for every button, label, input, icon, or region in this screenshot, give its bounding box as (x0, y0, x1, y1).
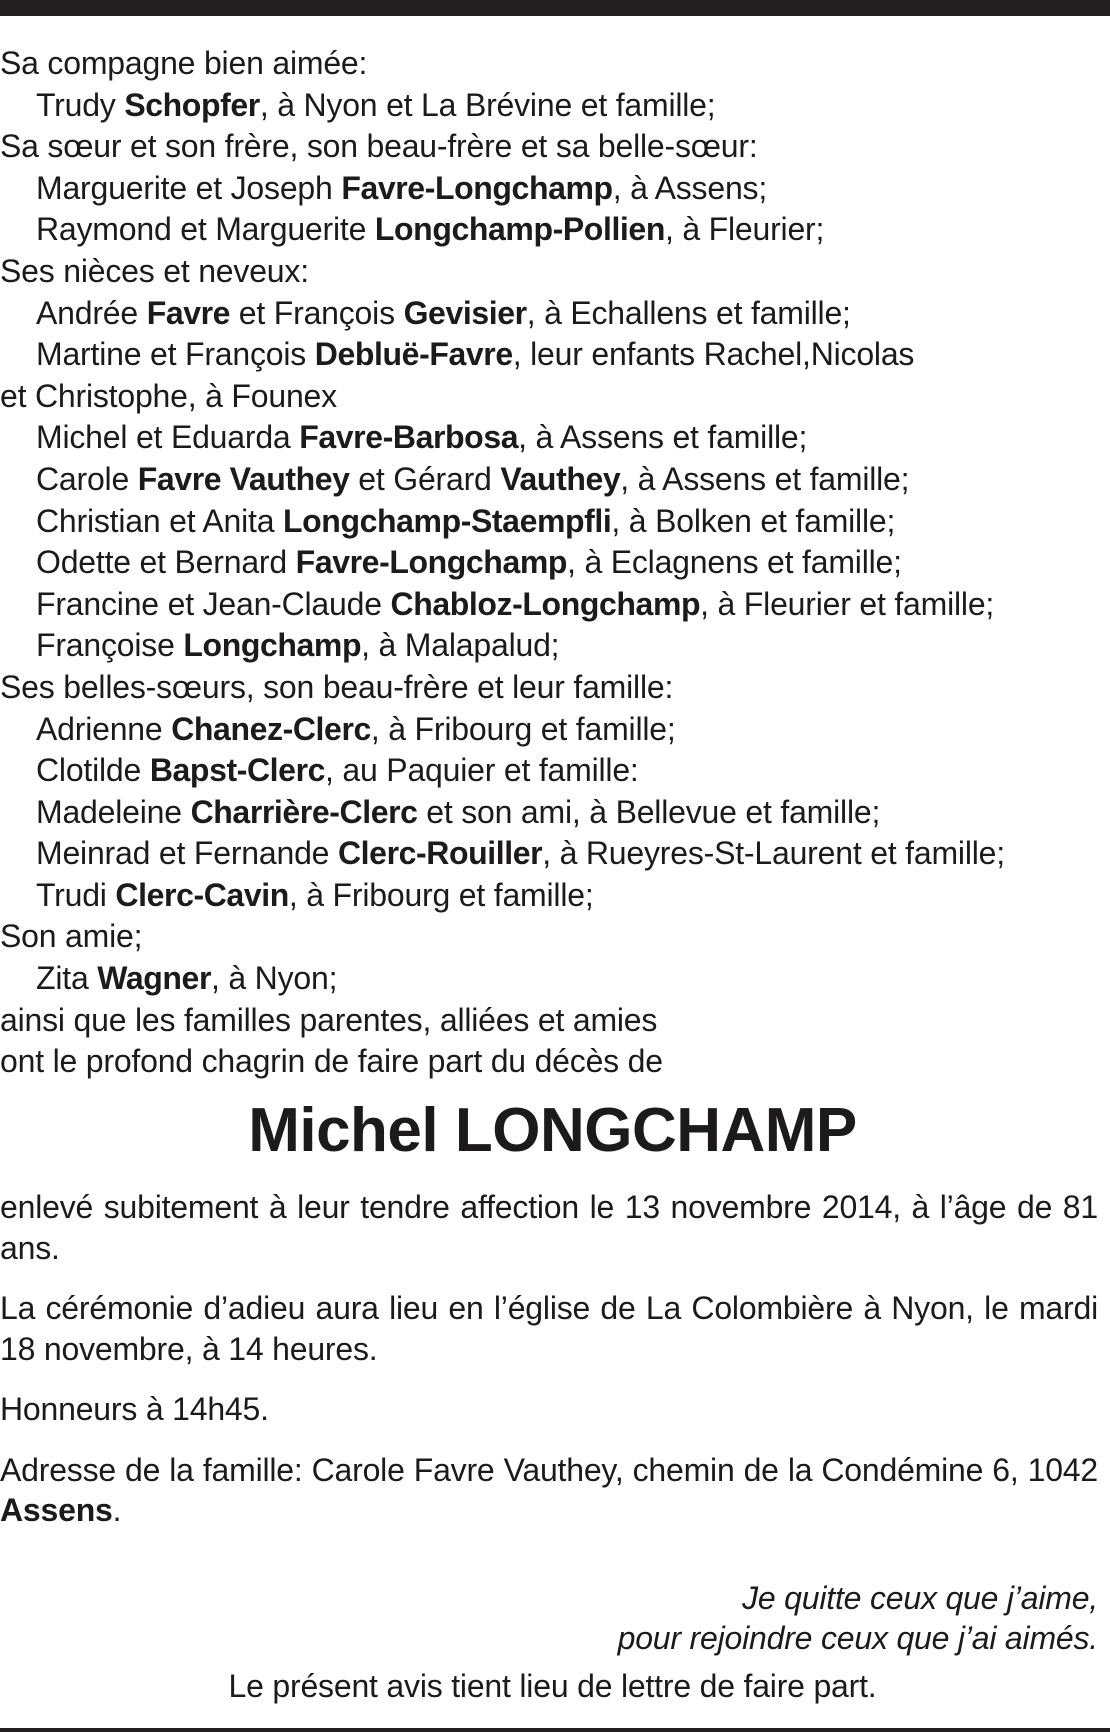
relative-entry (0, 584, 1105, 626)
text-run: Trudi (36, 876, 116, 913)
text-run: Marguerite et Joseph (36, 169, 342, 206)
text-run: , à Rueyres-St-Laurent et famille; (542, 835, 1005, 872)
text-run: ainsi que les familles parentes, alliées et amies (0, 1001, 658, 1038)
text-run: Sa compagne bien aimée: (0, 45, 368, 81)
family-name: Gevisier (403, 294, 527, 331)
info-paragraph (0, 1450, 1098, 1531)
relative-entry (0, 958, 1105, 1000)
text-run: et Gérard (349, 460, 501, 497)
text-run: Son amie; (0, 918, 143, 955)
text-run: enlevé subitement à leur tendre affection le 13 novembre 2014, à l’âge de 81 ans. (0, 1189, 1098, 1266)
info-paragraph (0, 1389, 1098, 1430)
family-name: Wagner (97, 960, 212, 997)
family-name: Longchamp-Pollien (374, 211, 665, 248)
relative-entry (0, 168, 1105, 210)
relative-entry (0, 459, 1105, 501)
announcement-body (0, 1187, 1098, 1551)
relative-entry (0, 833, 1105, 875)
text-run: Ses belles-sœurs, son beau-frère et leur famille: (0, 668, 674, 705)
text-run: Trudy (36, 86, 125, 123)
closing-notice: Le présent avis tient lieu de lettre de faire part. (228, 1668, 877, 1704)
family-name: Favre (146, 294, 231, 331)
top-rule (0, 0, 1110, 16)
deceased-name: Michel LONGCHAMP (248, 1096, 857, 1165)
text-run: Françoise (36, 627, 184, 664)
text-run: Ses nièces et neveux: (0, 252, 309, 289)
text-run: Madeleine (36, 793, 191, 830)
family-name: Longchamp (183, 627, 362, 664)
text-run: , à Fleurier; (664, 211, 825, 248)
text-run: , à Fribourg et famille; (370, 710, 676, 747)
section-heading (0, 1000, 1105, 1042)
section-heading (0, 376, 1105, 418)
family-name: Bapst-Clerc (149, 752, 326, 789)
family-name: Schopfer (124, 86, 260, 123)
text-run: , à Fribourg et famille; (288, 876, 594, 913)
text-run: , à Malapalud; (361, 627, 560, 664)
text-run: ont le profond chagrin de faire part du décès de (0, 1043, 663, 1080)
text-run: Zita (36, 960, 98, 997)
text-run: , au Paquier et famille: (325, 752, 639, 789)
family-name: Favre-Longchamp (295, 544, 568, 581)
text-run: Christian et Anita (36, 502, 283, 539)
text-run: , à Echallens et famille; (526, 294, 851, 331)
family-name: Longchamp-Staempfli (283, 502, 612, 539)
text-run: Adrienne (36, 710, 172, 747)
relative-entry (0, 750, 1105, 792)
text-run: , à Nyon et La Brévine et famille; (259, 86, 716, 123)
text-run: , à Assens et famille; (518, 419, 808, 456)
quote-line-2: pour rejoindre ceux que j’ai aimés. (617, 1620, 1098, 1656)
family-name: Assens (0, 1492, 113, 1528)
text-run: , à Eclagnens et famille; (567, 544, 902, 581)
text-run: . (112, 1492, 122, 1528)
family-name: Vauthey (500, 460, 621, 497)
text-run: Clotilde (36, 752, 150, 789)
text-run: et François (230, 294, 404, 331)
bottom-rule (0, 1728, 1110, 1732)
relative-entry (0, 85, 1105, 127)
section-heading (0, 43, 1105, 85)
text-run: Sa sœur et son frère, son beau-frère et sa belle-sœur: (0, 128, 758, 165)
relative-entry (0, 709, 1105, 751)
text-run: Carole (36, 460, 138, 497)
relative-entry (0, 501, 1105, 543)
closing-quote (618, 1578, 1098, 1658)
quote-line-1: Je quitte ceux que j’aime, (742, 1580, 1098, 1616)
family-name: Favre-Barbosa (299, 419, 519, 456)
relative-entry (0, 875, 1105, 917)
text-run: Raymond et Marguerite (36, 211, 375, 248)
text-run: La cérémonie d’adieu aura lieu en l’église de La Colombière à Nyon, le mardi 18 novembre, à 14 heures. (0, 1290, 1098, 1367)
text-run: et Christophe, à Founex (0, 377, 337, 414)
text-run: Michel et Eduarda (36, 419, 300, 456)
info-paragraph (0, 1187, 1098, 1268)
section-heading (0, 126, 1105, 168)
family-name: Favre-Longchamp (341, 169, 613, 206)
relative-entry (0, 792, 1105, 834)
section-heading (0, 251, 1105, 293)
relative-entry (0, 293, 1105, 335)
family-name: Charrière-Clerc (190, 793, 418, 830)
text-run: , à Fleurier et famille; (700, 585, 995, 622)
text-run: , à Bolken et famille; (611, 502, 896, 539)
section-heading (0, 916, 1105, 958)
text-run: et son ami, à Bellevue et famille; (417, 793, 881, 830)
text-run: , à Assens; (612, 169, 768, 206)
text-run: Francine et Jean-Claude (36, 585, 391, 622)
family-name: Clerc-Cavin (115, 876, 289, 913)
family-name: Favre Vauthey (137, 460, 350, 497)
text-run: Odette et Bernard (36, 544, 296, 581)
family-name: Chabloz-Longchamp (390, 585, 701, 622)
text-run: Martine et François (36, 336, 315, 373)
text-run: Adresse de la famille: Carole Favre Vauthey, chemin de la Condémine 6, 1042 (0, 1451, 1098, 1488)
family-list (0, 43, 1105, 1083)
family-name: Debluë-Favre (314, 336, 513, 373)
info-paragraph (0, 1288, 1098, 1369)
family-name: Clerc-Rouiller (337, 835, 543, 872)
relative-entry (0, 625, 1105, 667)
relative-entry (0, 417, 1105, 459)
section-heading (0, 667, 1105, 709)
text-run: , leur enfants Rachel,Nicolas (512, 336, 915, 373)
text-run: Andrée (36, 294, 147, 331)
text-run: , à Nyon; (211, 960, 338, 997)
text-run: Meinrad et Fernande (36, 835, 338, 872)
relative-entry (0, 542, 1105, 584)
text-run: , à Assens et famille; (620, 460, 910, 497)
text-run: Honneurs à 14h45. (0, 1391, 269, 1427)
relative-entry (0, 334, 1105, 376)
relative-entry (0, 209, 1105, 251)
family-name: Chanez-Clerc (171, 710, 371, 747)
section-heading (0, 1041, 1105, 1083)
